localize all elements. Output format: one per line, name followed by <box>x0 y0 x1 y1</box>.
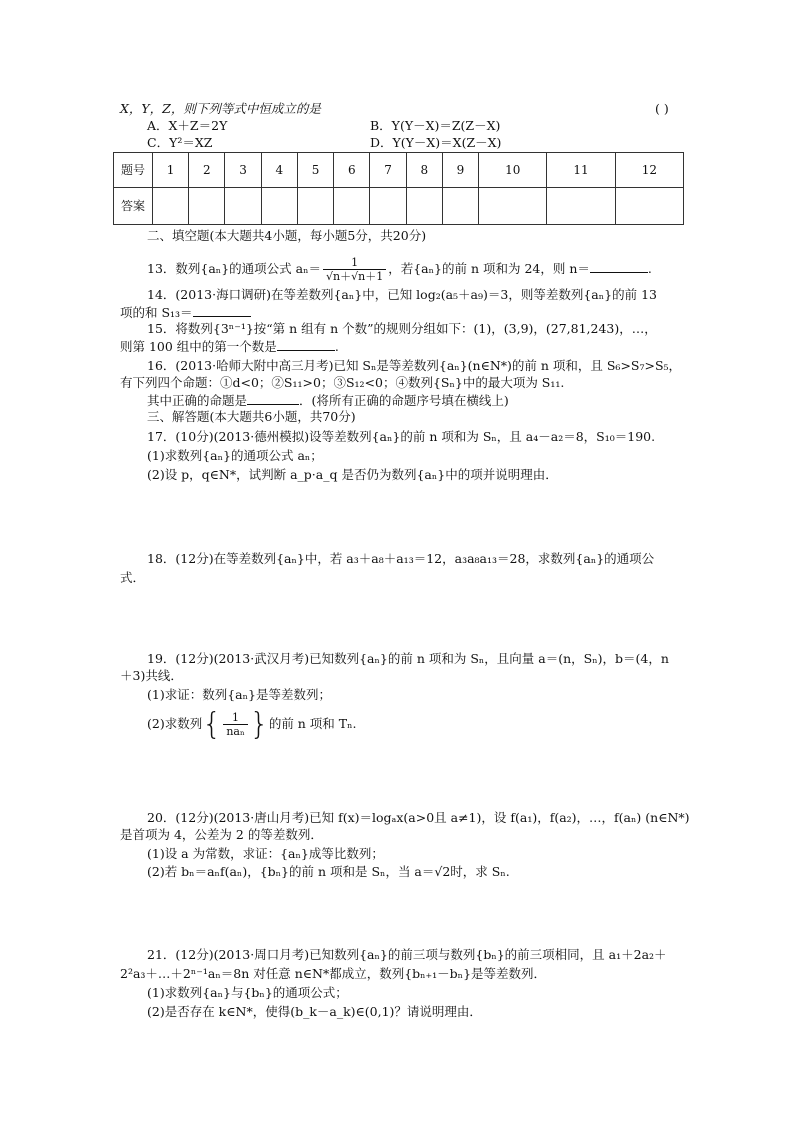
question-16-line1: 16．(2013·哈师大附中高三月考)已知 Sₙ是等差数列{aₙ}(n∈N*)的前 n 项和，且 S₆>S₇>S₅， <box>147 358 682 373</box>
answer-cell[interactable] <box>547 188 615 225</box>
q13-text-pre: 13．数列{aₙ}的通项公式 aₙ＝ <box>147 261 322 276</box>
question-17-part1: (1)求数列{aₙ}的通项公式 aₙ； <box>147 448 323 463</box>
q19-text-pre: (2)求数列 <box>147 716 203 731</box>
answer-parentheses: ( ) <box>655 101 669 116</box>
question-number-cell: 5 <box>297 153 333 188</box>
question-19-part2 <box>147 707 357 741</box>
question-16-line2: 有下列四个命题：①d<0；②S₁₁>0；③S₁₂<0；④数列{Sₙ}中的最大项为 S₁₁. <box>120 375 565 390</box>
q15-text-end: . <box>334 339 339 354</box>
question-number-cell: 4 <box>261 153 297 188</box>
question-21-line1: 21．(12分)(2013·周口月考)已知数列{aₙ}的前三项与数列{bₙ}的前三项相同，且 a₁＋2a₂＋ <box>147 947 667 962</box>
q13-answer-blank[interactable] <box>590 260 648 273</box>
question-21-line2: 2²a₃＋…＋2ⁿ⁻¹aₙ＝8n 对任意 n∈N*都成立，数列{bₙ₊₁－bₙ}是等差数列． <box>120 966 547 981</box>
question-17-part2: (2)设 p，q∈N*，试判断 a_p·a_q 是否仍为数列{aₙ}中的项并说明理由． <box>147 467 558 482</box>
question-13 <box>147 256 652 283</box>
question-number-cell: 1 <box>153 153 189 188</box>
q19-fraction <box>223 711 247 738</box>
q14-answer-blank[interactable] <box>193 304 251 317</box>
question-19-part1: (1)求证：数列{aₙ}是等差数列； <box>147 687 331 702</box>
option-d: D．Y(Y－X)＝X(Z－X) <box>370 135 502 150</box>
option-b: B．Y(Y－X)＝Z(Z－X) <box>370 118 501 133</box>
answer-cell[interactable] <box>261 188 297 225</box>
answer-cell[interactable] <box>615 188 683 225</box>
question-number-row <box>114 153 684 188</box>
answer-cell[interactable] <box>189 188 225 225</box>
answer-cell[interactable] <box>442 188 478 225</box>
answer-cell[interactable] <box>297 188 333 225</box>
q13-text-post: ，若{aₙ}的前 n 项和为 24，则 n＝ <box>388 261 590 276</box>
question-21-part2: (2)是否存在 k∈N*，使得(b_k－a_k)∈(0,1)？请说明理由． <box>147 1004 482 1019</box>
q13-frac-denominator: √n＋√n＋1 <box>326 270 384 283</box>
question-20-part2: (2)若 bₙ＝aₙf(aₙ)，{bₙ}的前 n 项和是 Sₙ，当 a＝√2时，求 Sₙ. <box>147 864 510 879</box>
section-heading-fill-in: 二、填空题(本大题共4小题，每小题5分，共20分) <box>147 228 427 243</box>
answer-cell[interactable] <box>370 188 406 225</box>
header-answer: 答案 <box>114 188 153 225</box>
option-c: C．Y²＝XZ <box>147 135 213 150</box>
left-brace-icon: { <box>202 706 222 742</box>
question-number-cell: 8 <box>406 153 442 188</box>
q19-text-post: 的前 n 项和 Tₙ. <box>268 716 357 731</box>
question-number-cell: 11 <box>547 153 615 188</box>
q15-text: 则第 100 组中的第一个数是 <box>120 339 277 354</box>
question-20-line2: 是首项为 4，公差为 2 的等差数列． <box>120 827 323 842</box>
q19-frac-numerator: 1 <box>223 711 247 725</box>
question-number-cell: 9 <box>442 153 478 188</box>
q16-text: 其中正确的命题是 <box>147 393 248 408</box>
question-19-line2: ＋3)共线． <box>120 668 183 683</box>
q13-frac-numerator: 1 <box>323 256 386 270</box>
question-14-line2 <box>120 304 251 321</box>
answer-table <box>113 152 684 225</box>
question-21-part1: (1)求数列{aₙ}与{bₙ}的通项公式； <box>147 985 348 1000</box>
right-brace-icon: } <box>249 706 269 742</box>
question-number-cell: 3 <box>225 153 261 188</box>
question-16-line3 <box>147 392 509 409</box>
q16-text-end: ．(将所有正确的命题序号填在横线上) <box>299 393 509 408</box>
question-number-cell: 12 <box>615 153 683 188</box>
option-a: A．X＋Z＝2Y <box>147 118 228 133</box>
answer-cell[interactable] <box>225 188 261 225</box>
q13-fraction <box>323 256 386 283</box>
section-heading-solutions: 三、解答题(本大题共6小题，共70分) <box>147 409 356 424</box>
q16-answer-blank[interactable] <box>247 392 299 405</box>
q15-answer-blank[interactable] <box>277 338 335 351</box>
answer-row <box>114 188 684 225</box>
question-14-line1: 14．(2013·海口调研)在等差数列{aₙ}中，已知 log₂(a₅＋a₉)＝3，则等差数列{aₙ}的前 13 <box>147 287 657 302</box>
question-20-line1: 20．(12分)(2013·唐山月考)已知 f(x)＝logₐx(a>0且 a≠1)，设 f(a₁)，f(a₂)，…，f(aₙ) (n∈N*) <box>147 810 690 825</box>
question-number-cell: 6 <box>334 153 370 188</box>
answer-cell[interactable] <box>479 188 547 225</box>
answer-cell[interactable] <box>153 188 189 225</box>
header-question-number: 题号 <box>114 153 153 188</box>
question-stem-continued: X，Y，Z，则下列等式中恒成立的是 <box>120 101 321 116</box>
question-number-cell: 7 <box>370 153 406 188</box>
q14-text: 项的和 S₁₃＝ <box>120 305 193 320</box>
question-18-line1: 18．(12分)在等差数列{aₙ}中，若 a₃＋a₈＋a₁₃＝12，a₃a₈a₁₃＝28，求数列{aₙ}的通项公 <box>147 551 655 566</box>
question-20-part1: (1)设 a 为常数，求证：{aₙ}成等比数列； <box>147 846 384 861</box>
question-number-cell: 10 <box>479 153 547 188</box>
q13-text-end: . <box>647 261 652 276</box>
q19-frac-denominator: naₙ <box>226 725 245 738</box>
question-15-line2 <box>120 338 339 355</box>
question-17-line1: 17．(10分)(2013·德州模拟)设等差数列{aₙ}的前 n 项和为 Sₙ，且 a₄－a₂＝8，S₁₀＝190. <box>147 429 656 444</box>
question-18-line2: 式． <box>120 570 146 585</box>
answer-cell[interactable] <box>334 188 370 225</box>
question-19-line1: 19．(12分)(2013·武汉月考)已知数列{aₙ}的前 n 项和为 Sₙ，且向量 a＝(n，Sₙ)，b＝(4，n <box>147 651 669 666</box>
question-number-cell: 2 <box>189 153 225 188</box>
answer-cell[interactable] <box>406 188 442 225</box>
question-15-line1: 15．将数列{3ⁿ⁻¹}按“第 n 组有 n 个数”的规则分组如下：(1)，(3,9)，(27,81,243)，…， <box>147 321 657 336</box>
